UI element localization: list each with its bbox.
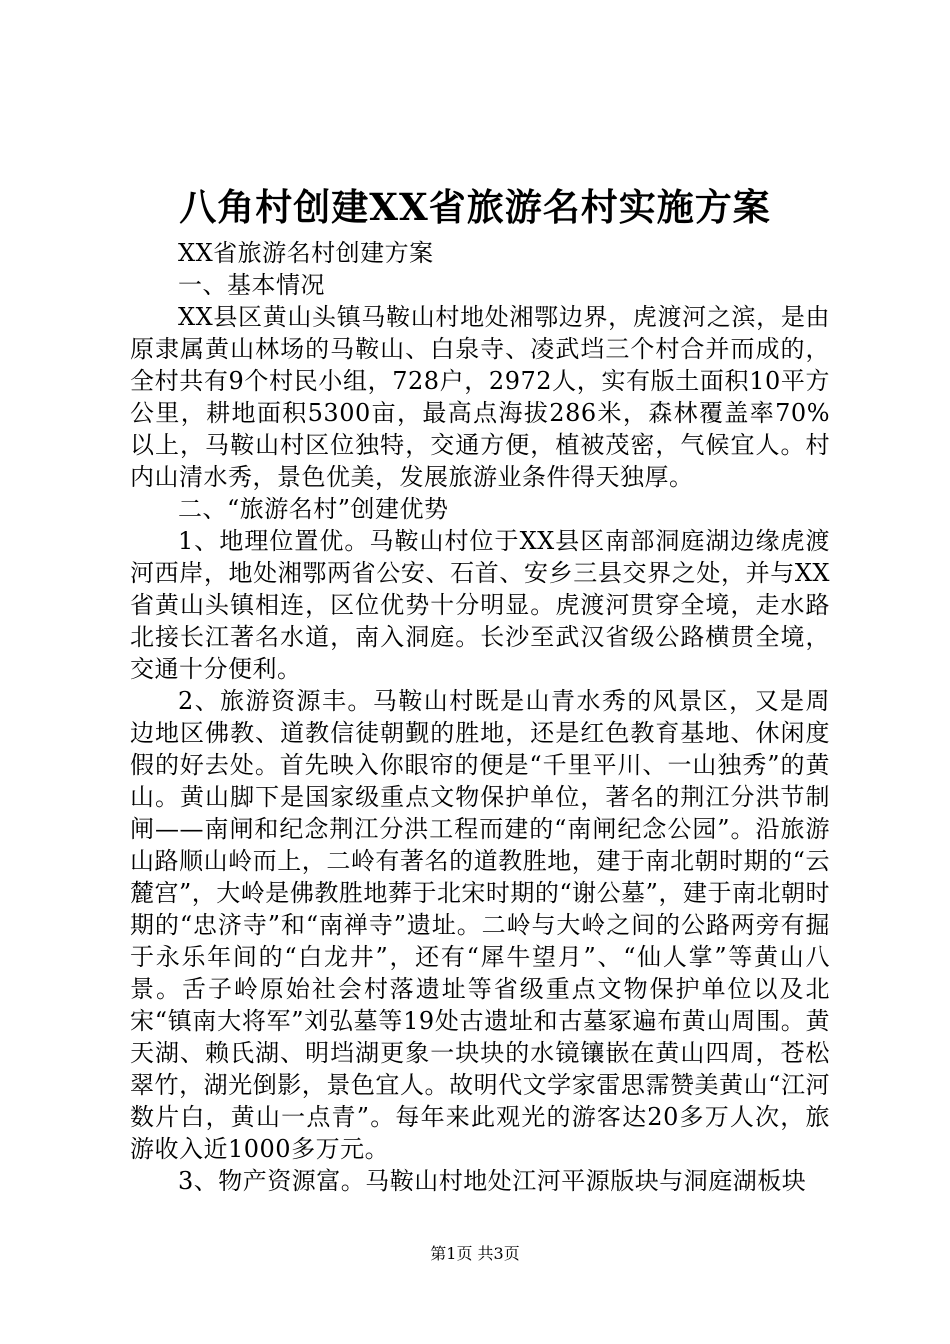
section-heading-advantages: 二、“旅游名村”创建优势: [178, 495, 449, 523]
products-paragraph: 3、物产资源富。马鞍山村地处江河平源版块与洞庭湖板块: [178, 1167, 807, 1195]
location-paragraph: 1、地理位置优。马鞍山村位于XX县区南部洞庭湖边缘虎渡河西岸，地处湘鄂两省公安、石首、安乡三县交界之处，并与XX省黄山头镇相连，区位优势十分明显。虎渡河贯穿全境，走水路北接长江著名水道，南入洞庭。长沙至武汉省级公路横贯全境，交通十分便利。: [130, 527, 830, 683]
document-title: 八角村创建XX省旅游名村实施方案: [179, 185, 771, 229]
document-body: [130, 237, 830, 1197]
subtitle-paragraph: XX省旅游名村创建方案: [178, 239, 434, 267]
page-footer: 第1页 共3页: [430, 1244, 520, 1263]
basic-info-paragraph: XX县区黄山头镇马鞍山村地处湘鄂边界，虎渡河之滨，是由原隶属黄山林场的马鞍山、白泉寺、凌武垱三个村合并而成的，全村共有9个村民小组，728户，2972人，实有版土面积10平方公里，耕地面积5300亩，最高点海拔286米，森林覆盖率70%以上，马鞍山村区位独特，交通方便，植被茂密，气候宜人。村内山清水秀，景色优美，发展旅游业条件得天独厚。: [130, 303, 830, 491]
section-heading-basic: 一、基本情况: [178, 271, 325, 299]
tourism-resources-paragraph: 2、旅游资源丰。马鞍山村既是山青水秀的风景区，又是周边地区佛教、道教信徒朝觐的胜地，还是红色教育基地、休闲度假的好去处。首先映入你眼帘的便是“千里平川、一山独秀”的黄山。黄山脚下是国家级重点文物保护单位，著名的荆江分洪节制闸——南闸和纪念荆江分洪工程而建的“南闸纪念公园”。沿旅游山路顺山岭而上，二岭有著名的道教胜地，建于南北朝时期的“云麓宫”，大岭是佛教胜地葬于北宋时期的“谢公墓”，建于南北朝时期的“忠济寺”和“南禅寺”遗址。二岭与大岭之间的公路两旁有掘于永乐年间的“白龙井”，还有“犀牛望月”、“仙人掌”等黄山八景。舌子岭原始社会村落遗址等省级重点文物保护单位以及北宋“镇南大将军”刘弘墓等19处古遗址和古墓冢遍布黄山周围。黄天湖、赖氏湖、明垱湖更象一块块的水镜镶嵌在黄山四周，苍松翠竹，湖光倒影，景色宜人。故明代文学家雷思霈赞美黄山“江河数片白，黄山一点青”。每年来此观光的游客达20多万人次，旅游收入近1000多万元。: [130, 687, 830, 1163]
